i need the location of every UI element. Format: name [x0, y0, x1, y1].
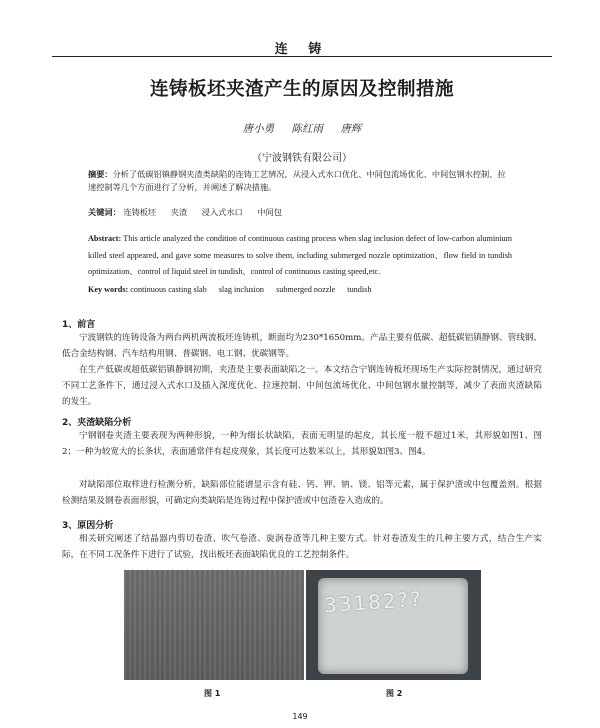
abstract-cn [88, 168, 512, 193]
abstract-en-label: Abstract: [88, 234, 122, 243]
paragraph: 宁波钢铁的连铸设备为两台两机两流板坯连铸机，断面均为230*1650mm。产品主要有低碳、超低碳铝镇静钢、管线钢、低合金结构钢、汽车结构用钢、普碳钢、电工钢、优碳钢等。 [62, 333, 542, 360]
keywords-en [88, 285, 512, 294]
section-heading-defect-analysis: 2、夹渣缺陷分析 [62, 418, 132, 428]
header-rule [52, 56, 552, 57]
slab-marking: 33182?? [323, 586, 424, 618]
keyword: 中间包 [257, 207, 282, 217]
figure-2-caption: 图 2 [386, 689, 403, 698]
keyword: submerged nozzle [276, 285, 336, 294]
abstract-cn-text: 分析了低碳铝镇静钢夹渣类缺陷的连铸工艺情况，从浸入式水口优化、中间包流场优化、中间包钢水控制、拉速控制等几个方面进行了分析，并阐述了解决措施。 [88, 169, 506, 192]
paragraph: 宁钢钢卷夹渣主要表现为两种形貌，一种为细长状缺陷，表面无明显的起皮，其长度一般不超过1米，其形貌如图1、图2；一种为较宽大的长条状，表面通常伴有起皮现象，其长度可达数米以上，其形貌如图3、图4。 [62, 431, 542, 458]
figure-1-image [124, 570, 304, 680]
affiliation: （宁波钢铁有限公司） [252, 153, 352, 164]
keywords-cn [88, 207, 512, 218]
author-list [52, 121, 552, 136]
abstract-en [88, 231, 512, 281]
author: 唐小勇 [242, 123, 275, 135]
author: 唐辉 [340, 123, 362, 135]
abstract-cn-label: 摘要： [88, 169, 113, 179]
keywords-en-label: Key words: [88, 285, 129, 294]
keyword: tundish [347, 285, 372, 294]
keyword: 浸入式水口 [201, 207, 243, 217]
keyword: 夹渣 [170, 207, 188, 217]
section-heading-intro: 1、前言 [62, 320, 96, 330]
paragraph: 在生产低碳或超低碳铝镇静钢初期，夹渣是主要表面缺陷之一。本文结合宁钢连铸板坯现场生产实际控制情况，通过研究不同工艺条件下，通过浸入式水口及插入深度优化、拉速控制、中间包流场优化、中间包钢水量控制等，减少了表面夹渣缺陷的发生。 [62, 365, 542, 408]
figure-1-caption: 图 1 [204, 689, 221, 698]
abstract-en-text: This article analyzed the condition of continuous casting process when slag inclusion defect of low-carbon aluminium killed steel appeared, and gave some measures to solve them, including submerged nozzle optimization、flow field in tundish optimization、control of liquid steel in tundish、control of continuous casting speed,etc. [88, 234, 512, 277]
keyword: slag inclusion [218, 285, 265, 294]
keyword: 连铸板坯 [123, 207, 157, 217]
section-heading-cause-analysis: 3、原因分析 [62, 521, 114, 531]
keyword: continuous casting slab [130, 285, 207, 294]
paragraph: 相关研究阐述了结晶器内剪切卷渣、吹气卷渣、旋涡卷渣等几种主要方式。针对卷渣发生的几种主要方式，结合生产实际，在不同工况条件下进行了试验，找出板坯表面缺陷优良的工艺控制条件。 [62, 534, 542, 561]
figure-2-image [306, 570, 481, 680]
page-number: 149 [292, 712, 308, 721]
paper-title: 连铸板坯夹渣产生的原因及控制措施 [149, 79, 454, 100]
journal-section-header: 连 铸 [274, 42, 330, 57]
keywords-cn-label: 关键词： [88, 207, 121, 217]
author: 陈红雨 [291, 123, 323, 135]
paragraph: 对缺陷部位取样进行检测分析，缺陷部位能谱显示含有硅、钙、钾、钠、镁、铝等元素，属于保护渣或中包覆盖剂。根据检测结果及钢卷表面形貌，可确定向类缺陷是连铸过程中保护渣或中包渣卷入造成的。 [62, 480, 542, 507]
